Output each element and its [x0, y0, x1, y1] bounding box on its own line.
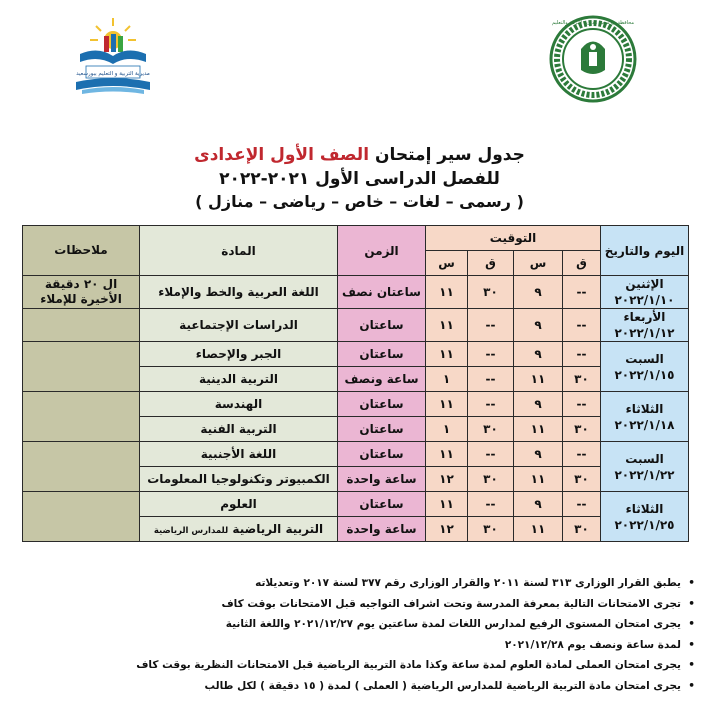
day-date-cell	[601, 309, 689, 342]
end-minutes: --	[468, 367, 514, 392]
note-text: يجرى امتحان مادة التربية الرياضية للمدارس الرياضية ( العملى ) لمدة ( ١٥ دقيقة ) لكل طالب	[204, 679, 681, 692]
subject	[140, 309, 338, 342]
subject-name: الدراسات الإجتماعية	[179, 318, 298, 332]
header-from-q: ق	[563, 251, 601, 276]
start-hour: ٩	[514, 276, 563, 309]
day-name: السبت	[625, 351, 664, 366]
svg-text:محافظة بورسعيد مديرية التربية: محافظة بورسعيد مديرية التربية والتعليم	[551, 20, 635, 26]
day-date-cell	[601, 392, 689, 442]
start-hour: ٩	[514, 492, 563, 517]
list-item	[95, 573, 695, 594]
subject	[140, 517, 338, 542]
day-name: الإثنين	[625, 277, 664, 291]
day-date-cell	[601, 492, 689, 542]
exam-date: ٢٠٢٢/١/١٠	[614, 293, 675, 307]
header-day: اليوم والتاريخ	[601, 226, 689, 276]
subject	[140, 467, 338, 492]
directorate-logo	[68, 10, 158, 102]
exam-date: ٢٠٢٢/١/١٨	[614, 417, 675, 432]
duration: ساعة واحدة	[338, 517, 426, 542]
subject	[140, 442, 338, 467]
grade-name: الصف الأول الإعدادى	[194, 145, 370, 165]
exam-date: ٢٠٢٢/١/٢٥	[614, 517, 675, 532]
subject-name: الهندسة	[214, 397, 263, 411]
start-minutes: --	[563, 276, 601, 309]
table-row	[23, 309, 689, 342]
bullet-icon: •	[688, 618, 695, 630]
start-minutes: ٣٠	[563, 467, 601, 492]
note-cell	[23, 392, 140, 442]
note-text: لمدة ساعة ونصف يوم ٢٠٢١/١٢/٢٨	[504, 638, 681, 651]
table-row	[23, 492, 689, 517]
start-hour: ١١	[514, 417, 563, 442]
subject	[140, 276, 338, 309]
day-name: الثلاثاء	[625, 401, 664, 416]
subject-name: التربية الرياضية	[232, 522, 324, 536]
note-text: يجرى امتحان المستوى الرفيع لمدارس اللغات لمدة ساعتين يوم ٢٠٢١/١٢/٢٧ واللغة الثانية	[225, 618, 681, 630]
end-minutes: --	[468, 392, 514, 417]
subject-name: التربية الفنية	[200, 422, 277, 436]
note-text: تجرى الامتحانات التالية بمعرفة المدرسة وتحت اشراف التواجيه قبل الامتحانات بوقت كاف	[221, 597, 681, 610]
duration: ساعة ونصف	[338, 367, 426, 392]
bullet-icon: •	[688, 577, 695, 589]
list-item	[95, 594, 695, 615]
subject-name: اللغة العربية والخط والإملاء	[158, 285, 319, 299]
duration: ساعتان	[338, 417, 426, 442]
header-notes: ملاحظات	[23, 226, 140, 276]
end-hour: ١١	[426, 492, 468, 517]
duration: ساعتان نصف	[338, 276, 426, 309]
subject	[140, 342, 338, 367]
end-hour: ١١	[426, 342, 468, 367]
start-hour: ١١	[514, 367, 563, 392]
list-item	[95, 655, 695, 676]
subject-name: التربية الدينية	[199, 372, 278, 386]
end-hour: ١١	[426, 442, 468, 467]
start-minutes: --	[563, 442, 601, 467]
duration: ساعتان	[338, 342, 426, 367]
start-hour: ٩	[514, 342, 563, 367]
notes-list	[95, 573, 695, 696]
bullet-icon: •	[688, 679, 695, 692]
start-minutes: --	[563, 492, 601, 517]
bullet-icon: •	[688, 659, 695, 671]
start-hour: ١١	[514, 517, 563, 542]
list-item	[95, 676, 695, 697]
exam-schedule-table	[22, 225, 689, 542]
exam-date: ٢٠٢٢/١/٢٢	[614, 467, 675, 482]
start-hour: ٩	[514, 442, 563, 467]
duration: ساعتان	[338, 492, 426, 517]
subject-name: الجبر والإحصاء	[195, 347, 282, 361]
end-minutes: --	[468, 442, 514, 467]
end-hour: ١٢	[426, 467, 468, 492]
header-to-q: ق	[468, 251, 514, 276]
exam-date: ٢٠٢٢/١/١٢	[614, 326, 675, 340]
header-subject: المادة	[140, 226, 338, 276]
day-name: السبت	[625, 451, 664, 466]
subject	[140, 367, 338, 392]
subject-name: العلوم	[220, 497, 257, 511]
end-minutes: --	[468, 342, 514, 367]
bullet-icon: •	[688, 638, 695, 651]
end-hour: ١	[426, 417, 468, 442]
start-hour: ١١	[514, 467, 563, 492]
header-duration: الزمن	[338, 226, 426, 276]
title-line-3: ( رسمى – لغات – خاص – رياضى – منازل )	[195, 192, 524, 211]
header-to-s: س	[426, 251, 468, 276]
note-cell	[23, 442, 140, 492]
table-row	[23, 342, 689, 367]
end-minutes: ٣٠	[468, 276, 514, 309]
title-line-1: جدول سير إمتحان الصف الأول الإعدادى	[194, 145, 525, 165]
end-minutes: ٣٠	[468, 517, 514, 542]
end-minutes: --	[468, 492, 514, 517]
note-text: يطبق القرار الوزارى ٣١٣ لسنة ٢٠١١ والقرار الوزارى رقم ٣٧٧ لسنة ٢٠١٧ وتعديلاته	[255, 577, 681, 589]
governorate-seal	[548, 14, 638, 104]
note-cell	[23, 342, 140, 392]
note-cell	[23, 309, 140, 342]
subject	[140, 392, 338, 417]
day-name: الأربعاء	[623, 310, 666, 324]
table-row	[23, 442, 689, 467]
duration: ساعة واحدة	[338, 467, 426, 492]
subject-note: للمدارس الرياضية	[153, 526, 229, 536]
start-minutes: ٣٠	[563, 367, 601, 392]
note-cell	[23, 492, 140, 542]
subject-name: اللغة الأجنبية	[200, 447, 277, 461]
header-from-s: س	[514, 251, 563, 276]
start-minutes: ٣٠	[563, 417, 601, 442]
subject-name: الكمبيوتر وتكنولوجيا المعلومات	[147, 472, 330, 486]
schedule-title	[0, 143, 719, 213]
duration: ساعتان	[338, 392, 426, 417]
day-date-cell	[601, 276, 689, 309]
title-line-2: للفصل الدراسى الأول ٢٠٢١-٢٠٢٢	[219, 169, 500, 189]
note-text: يجرى امتحان العملى لمادة العلوم لمدة ساعة وكذا مادة التربية الرياضية قبل الامتحانات النظرية بوقت كاف	[136, 659, 681, 671]
start-hour: ٩	[514, 392, 563, 417]
duration: ساعتان	[338, 442, 426, 467]
day-date-cell	[601, 342, 689, 392]
end-minutes: --	[468, 309, 514, 342]
header-timing: التوقيت	[426, 226, 601, 251]
subject	[140, 417, 338, 442]
end-hour: ١	[426, 367, 468, 392]
list-item	[95, 635, 695, 656]
start-minutes: --	[563, 342, 601, 367]
end-minutes: ٣٠	[468, 417, 514, 442]
start-minutes: --	[563, 309, 601, 342]
svg-text:مديرية التربية و التعليم ببورس: مديرية التربية و التعليم ببورسعيد	[76, 71, 150, 77]
start-minutes: ٣٠	[563, 517, 601, 542]
start-minutes: --	[563, 392, 601, 417]
duration: ساعتان	[338, 309, 426, 342]
end-hour: ١٢	[426, 517, 468, 542]
end-hour: ١١	[426, 309, 468, 342]
table-row	[23, 276, 689, 309]
start-hour: ٩	[514, 309, 563, 342]
note-cell: ال ٢٠ دقيقة الأخيرة للإملاء	[23, 276, 140, 309]
end-hour: ١١	[426, 276, 468, 309]
end-minutes: ٣٠	[468, 467, 514, 492]
table-row	[23, 392, 689, 417]
list-item	[95, 614, 695, 635]
bullet-icon: •	[688, 597, 695, 610]
day-date-cell	[601, 442, 689, 492]
subject	[140, 492, 338, 517]
end-hour: ١١	[426, 392, 468, 417]
exam-date: ٢٠٢٢/١/١٥	[614, 367, 675, 382]
day-name: الثلاثاء	[625, 501, 664, 516]
